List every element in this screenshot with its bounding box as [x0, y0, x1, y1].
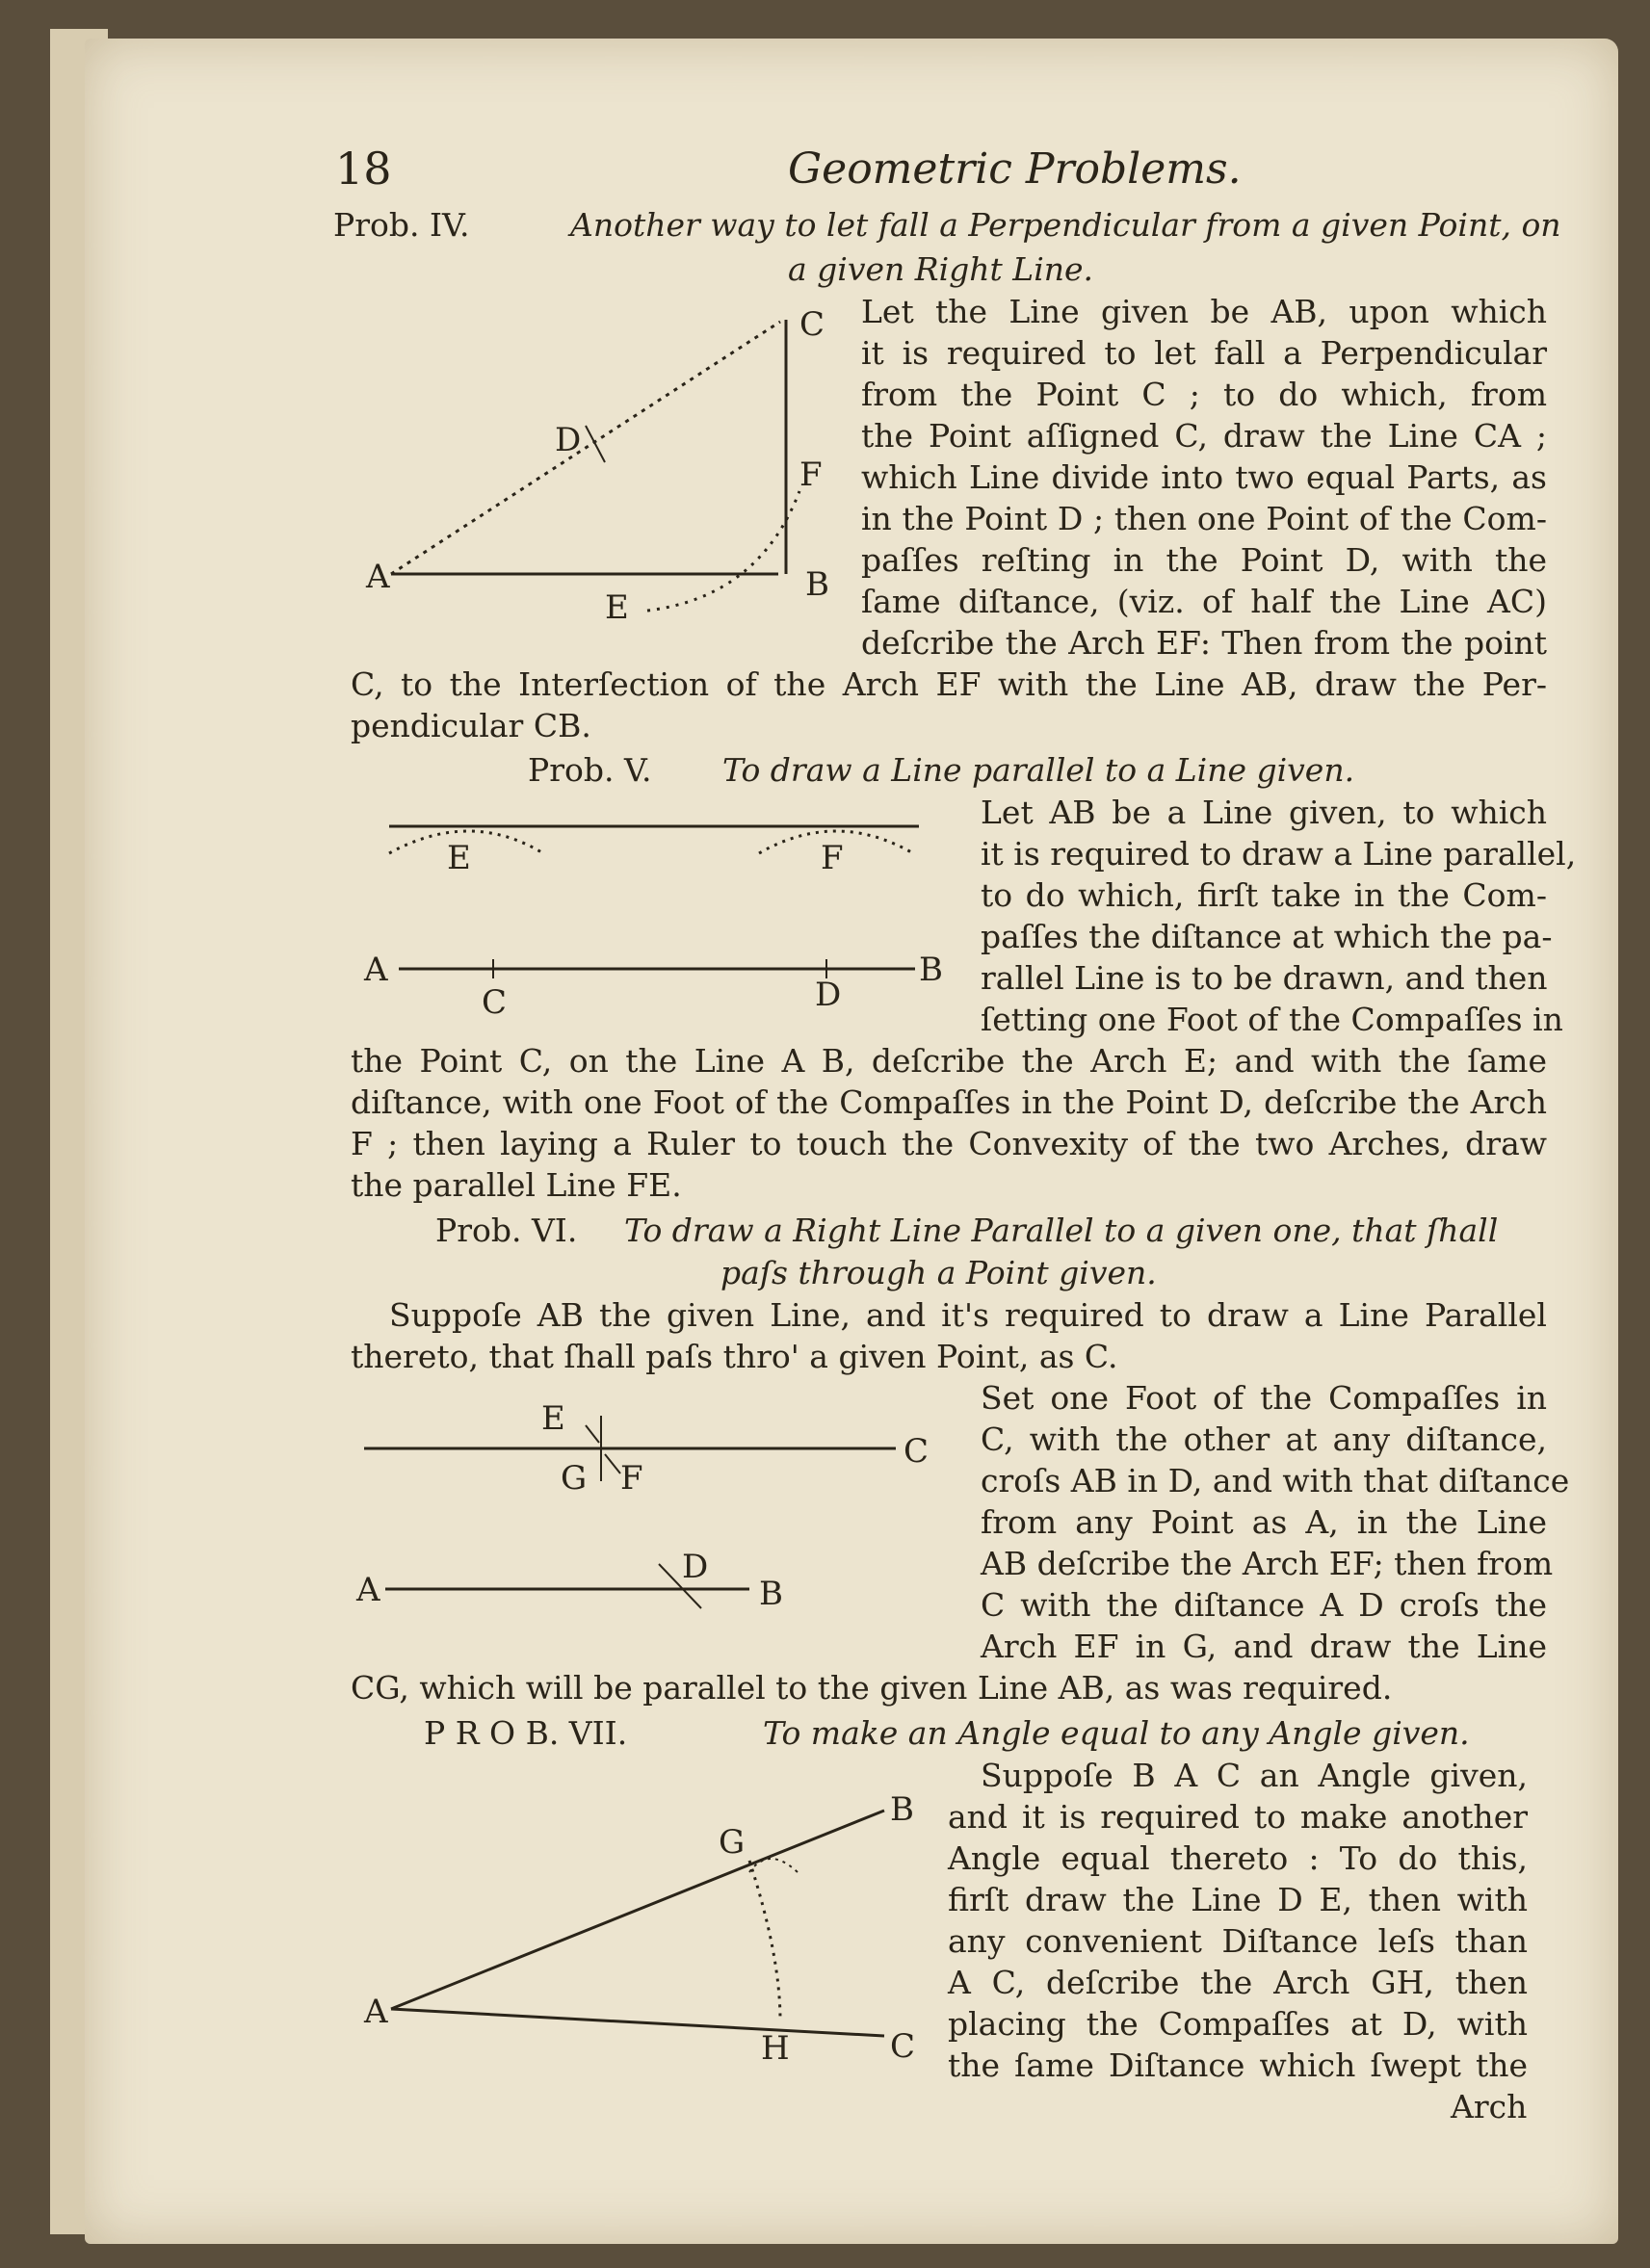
- prob5-line: ſetting one Foot of the Compaſſes in: [981, 1001, 1563, 1038]
- prob6-line: Set one Foot of the Compaſſes in: [981, 1379, 1547, 1417]
- prob4-line: paſſes reſting in the Point D, with the: [861, 541, 1547, 579]
- prob6-line: Suppoſe AB the given Line, and it's required to draw a Line Parallel: [389, 1296, 1547, 1334]
- prob4-line: which Line divide into two equal Parts, as: [861, 458, 1547, 496]
- prob6-line: AB deſcribe the Arch EF; then from: [981, 1545, 1554, 1582]
- prob5-label: Prob. V.: [528, 751, 652, 789]
- prob5-label-a: A: [364, 951, 388, 989]
- prob4-line: Let the Line given be AB, upon which: [861, 293, 1547, 330]
- prob4-label-d: D: [555, 421, 582, 459]
- prob4-line: the Point aſſigned C, draw the Line CA ;: [861, 417, 1547, 455]
- prob4-line: pendicular CB.: [351, 707, 591, 744]
- prob4-label-e: E: [605, 588, 629, 627]
- page-number: 18: [335, 143, 392, 195]
- prob6-label: Prob. VI.: [435, 1212, 578, 1249]
- prob4-line: deſcribe the Arch EF: Then from the point: [861, 624, 1547, 662]
- prob7-figure: [85, 39, 1618, 2244]
- prob7-line: Angle equal thereto : To do this,: [948, 1839, 1528, 1877]
- prob7-line: any convenient Diſtance leſs than: [948, 1922, 1528, 1960]
- prob7-line: Suppoſe B A C an Angle given,: [981, 1757, 1528, 1794]
- prob5-title: To draw a Line parallel to a Line given.: [722, 751, 1355, 789]
- book-page: [85, 39, 1618, 2244]
- prob4-label-c: C: [799, 305, 825, 344]
- prob7-label: P R O B. VII.: [424, 1714, 628, 1752]
- prob6-label-f: F: [620, 1459, 643, 1498]
- running-title: Geometric Problems.: [788, 144, 1242, 194]
- prob5-label-b: B: [919, 951, 943, 989]
- prob7-label-c: C: [890, 2027, 916, 2066]
- prob6-title-line1: To draw a Right Line Parallel to a given one, that ſhall: [624, 1212, 1499, 1249]
- prob7-line: A C, deſcribe the Arch GH, then: [948, 1964, 1528, 2001]
- prob4-label-a: A: [366, 558, 390, 596]
- prob4-title-line2: a given Right Line.: [788, 250, 1094, 288]
- prob5-line: it is required to draw a Line parallel,: [981, 835, 1577, 873]
- prob4-title-line1: Another way to let fall a Perpendicular from a given Point, on: [570, 206, 1561, 244]
- prob4-line: C, to the Interſection of the Arch EF with the Line AB, draw the Per-: [351, 665, 1547, 703]
- catchword: Arch: [1451, 2088, 1528, 2125]
- prob5-line: paſſes the diſtance at which the pa-: [981, 918, 1553, 955]
- prob7-line: and it is required to make another: [948, 1798, 1528, 1836]
- prob7-title: To make an Angle equal to any Angle given.: [763, 1714, 1470, 1752]
- prob6-title-line2: paſs through a Point given.: [720, 1254, 1157, 1291]
- prob6-line: thereto, that ſhall paſs thro' a given Point, as C.: [351, 1338, 1118, 1375]
- prob7-label-h: H: [761, 2029, 790, 2068]
- prob6-line: Arch EF in G, and draw the Line: [981, 1628, 1547, 1665]
- prob5-line: the Point C, on the Line A B, deſcribe the Arch E; and with the ſame: [351, 1042, 1547, 1080]
- prob7-line: firſt draw the Line D E, then with: [948, 1881, 1528, 1918]
- prob6-label-d: D: [682, 1548, 709, 1586]
- prob5-line: the parallel Line FE.: [351, 1166, 682, 1204]
- prob7-label-a: A: [364, 1993, 388, 2031]
- prob5-line: diſtance, with one Foot of the Compaſſes in the Point D, deſcribe the Arch: [351, 1083, 1547, 1121]
- prob5-label-d: D: [815, 976, 842, 1014]
- prob5-label-c: C: [482, 983, 508, 1022]
- prob6-label-a: A: [356, 1571, 380, 1609]
- prob6-line: C with the diſtance A D croſs the: [981, 1586, 1547, 1624]
- prob5-line: F ; then laying a Ruler to touch the Convexity of the two Arches, draw: [351, 1125, 1547, 1162]
- prob4-line: ſame diſtance, (viz. of half the Line AC): [861, 583, 1547, 620]
- prob6-line: CG, which will be parallel to the given Line AB, as was required.: [351, 1669, 1393, 1707]
- prob6-label-g: G: [561, 1459, 588, 1498]
- prob6-label-c: C: [904, 1432, 930, 1471]
- prob5-line: to do which, firſt take in the Com-: [981, 876, 1547, 914]
- prob5-line: rallel Line is to be drawn, and then: [981, 959, 1548, 997]
- prob4-label-f: F: [799, 456, 823, 494]
- prob6-line: croſs AB in D, and with that diſtance: [981, 1462, 1570, 1499]
- prob4-line: in the Point D ; then one Point of the Com-: [861, 500, 1547, 537]
- prob7-label-g: G: [719, 1823, 746, 1862]
- prob4-label-b: B: [805, 565, 829, 604]
- prob6-line: from any Point as A, in the Line: [981, 1503, 1547, 1541]
- prob4-label: Prob. IV.: [333, 206, 470, 244]
- prob5-line: Let AB be a Line given, to which: [981, 794, 1547, 831]
- prob7-line: the ſame Diſtance which ſwept the: [948, 2046, 1528, 2084]
- prob5-label-e: E: [447, 839, 471, 877]
- prob4-line: from the Point C ; to do which, from: [861, 376, 1547, 413]
- prob5-label-f: F: [821, 839, 844, 877]
- prob6-label-e: E: [541, 1399, 565, 1438]
- prob6-label-b: B: [759, 1575, 783, 1613]
- prob6-line: C, with the other at any diſtance,: [981, 1421, 1547, 1458]
- prob4-line: it is required to let fall a Perpendicular: [861, 334, 1547, 372]
- prob7-label-b: B: [890, 1790, 914, 1829]
- prob7-line: placing the Compaſſes at D, with: [948, 2005, 1528, 2043]
